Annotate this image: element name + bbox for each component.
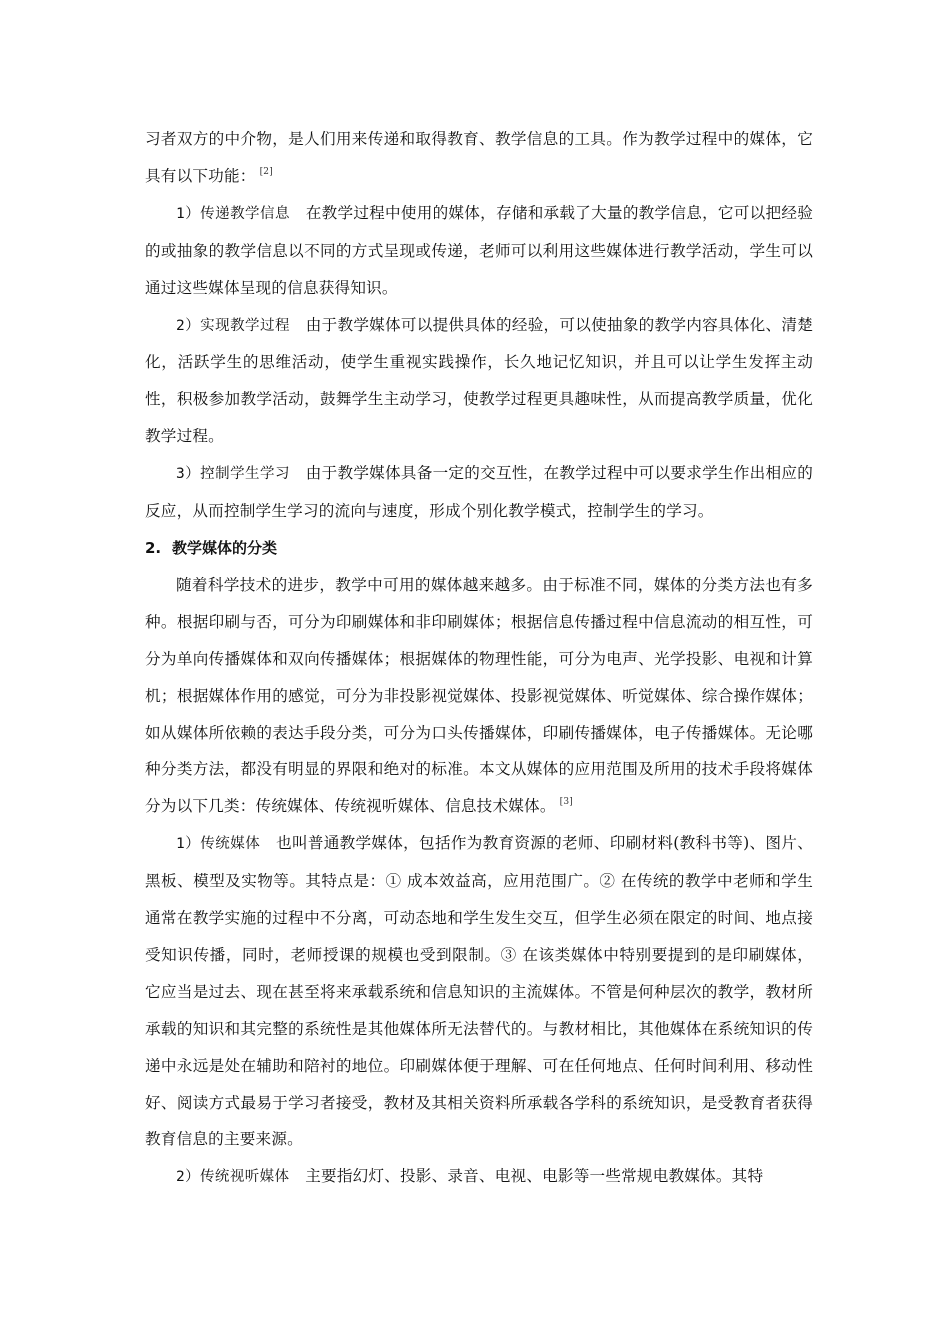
citation-3: [3] bbox=[559, 797, 573, 808]
function-term: 1）传递教学信息 bbox=[176, 205, 290, 222]
citation-2: [2] bbox=[259, 166, 273, 177]
type-text: 主要指幻灯、投影、录音、电视、电影等一些常规电教媒体。其特 bbox=[305, 1167, 764, 1186]
intro-text: 习者双方的中介物，是人们用来传递和取得教育、教学信息的工具。作为教学过程中的媒体，它具有以下功能： bbox=[145, 130, 813, 185]
section-number: 2. bbox=[145, 538, 162, 557]
function-text: 由于教学媒体具备一定的交互性，在教学过程中可以要求学生作出相应的反应，从而控制学生学习的流向与速度，形成个别化教学模式，控制学生的学习。 bbox=[145, 464, 813, 521]
section-title: 教学媒体的分类 bbox=[172, 538, 278, 557]
type-item-traditional bbox=[145, 825, 813, 1158]
function-item-control bbox=[145, 455, 813, 530]
classification-paragraph bbox=[145, 567, 813, 825]
type-text: 也叫普通教学媒体，包括作为教育资源的老师、印刷材料(教科书等)、图片、黑板、模型及实物等。其特点是：① 成本效益高，应用范围广。② 在传统的教学中老师和学生通常在教学实施的过程中不分离，可动态地和学生发生交互，但学生必须在限定的时间、地点接受知识传播，同时，老师授课的规模也受到限制。③ 在该类媒体中特别要提到的是印刷媒体，它应当是过去、现在甚至将来承载系统和信息知识的主流媒体。不管是何种层次的教学，教材所承载的知识和其完整的系统性是其他媒体所无法替代的。与教材相比，其他媒体在系统知识的传递中永远是处在辅助和陪衬的地位。印刷媒体便于理解、可在任何地点、任何时间利用、移动性好、阅读方式最易于学习者接受，教材及其相关资料所承载各学科的系统知识，是受教育者获得教育信息的主要来源。 bbox=[145, 834, 813, 1149]
type-item-audiovisual bbox=[145, 1158, 813, 1196]
function-text: 由于教学媒体可以提供具体的经验，可以使抽象的教学内容具体化、清楚化，活跃学生的思维活动，使学生重视实践操作，长久地记忆知识，并且可以让学生发挥主动性，积极参加教学活动，鼓舞学生主动学习，使教学过程更具趣味性，从而提高教学质量，优化教学过程。 bbox=[145, 315, 813, 446]
classification-text: 随着科学技术的进步，教学中可用的媒体越来越多。由于标准不同，媒体的分类方法也有多种。根据印刷与否，可分为印刷媒体和非印刷媒体；根据信息传播过程中信息流动的相互性，可分为单向传播媒体和双向传播媒体；根据媒体的物理性能，可分为电声、光学投影、电视和计算机；根据媒体作用的感觉，可分为非投影视觉媒体、投影视觉媒体、听觉媒体、综合操作媒体；如从媒体所依赖的表达手段分类，可分为口头传播媒体，印刷传播媒体，电子传播媒体。无论哪种分类方法，都没有明显的界限和绝对的标准。本文从媒体的应用范围及所用的技术手段将媒体分为以下几类：传统媒体、传统视听媒体、信息技术媒体。 bbox=[145, 575, 813, 816]
function-item-realize bbox=[145, 307, 813, 456]
function-text: 在教学过程中使用的媒体，存储和承载了大量的教学信息，它可以把经验的或抽象的教学信息以不同的方式呈现或传递，老师可以利用这些媒体进行教学活动，学生可以通过这些媒体呈现的信息获得知识。 bbox=[145, 203, 813, 297]
function-item-transmit bbox=[145, 195, 813, 307]
function-term: 2）实现教学过程 bbox=[176, 317, 290, 334]
type-term: 2）传统视听媒体 bbox=[176, 1169, 290, 1186]
function-term: 3）控制学生学习 bbox=[176, 466, 290, 483]
intro-paragraph bbox=[145, 121, 813, 195]
type-term: 1）传统媒体 bbox=[176, 836, 261, 853]
page-body bbox=[145, 121, 813, 1196]
section-heading bbox=[145, 530, 813, 567]
